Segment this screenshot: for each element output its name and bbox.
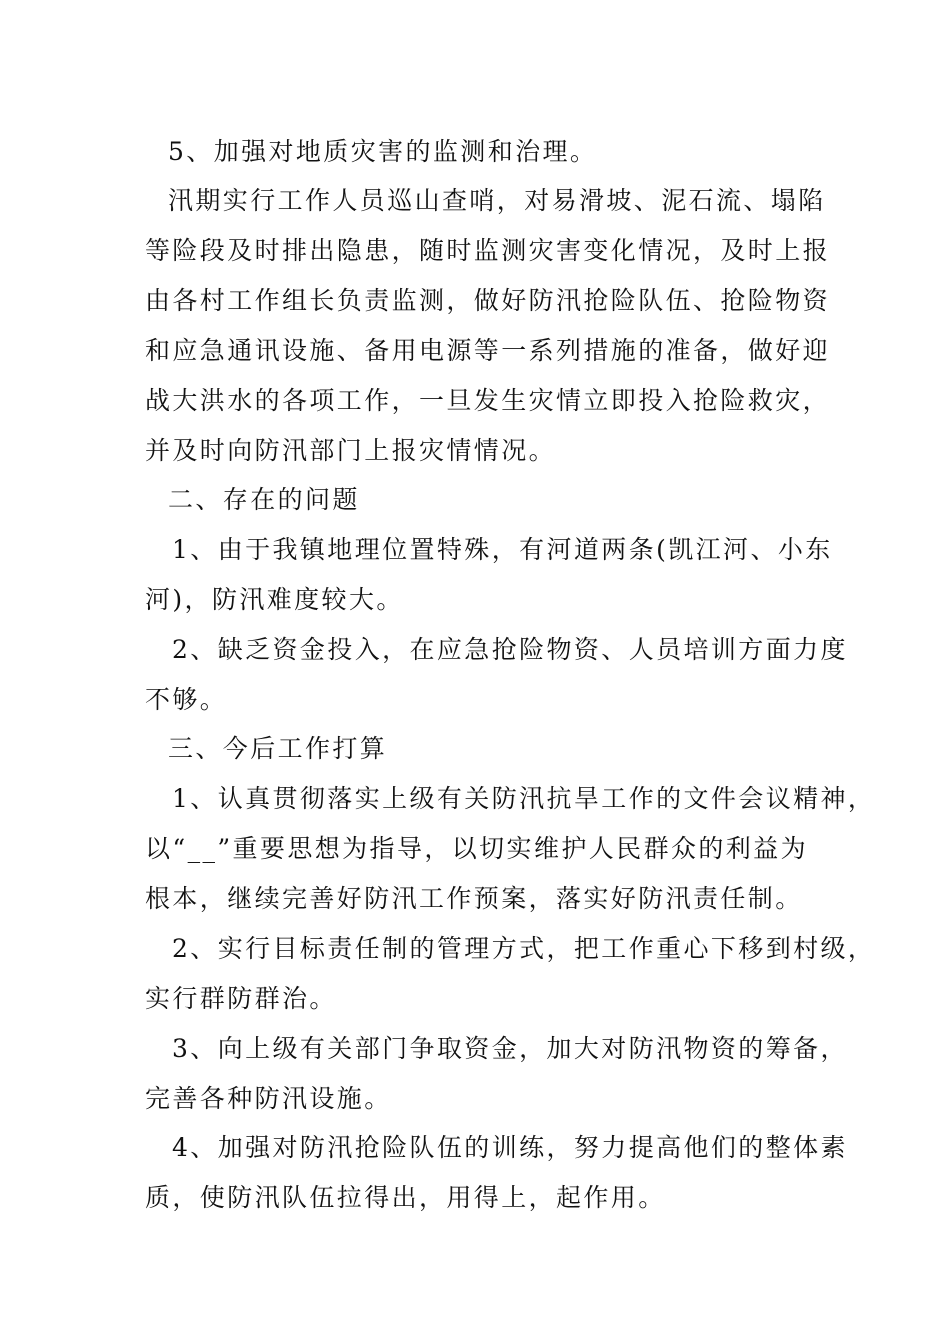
paragraph-line: 并及时向防汛部门上报灾情情况。 (145, 436, 557, 465)
paragraph-line: 不够。 (145, 685, 228, 714)
paragraph-line: 等险段及时排出隐患，随时监测灾害变化情况，及时上报 (145, 236, 831, 265)
section-heading-problems: 二、存在的问题 (168, 485, 360, 514)
paragraph-line: 以“__”重要思想为指导，以切实维护人民群众的利益为 (145, 834, 808, 863)
paragraph-line: 河)，防汛难度较大。 (145, 585, 404, 614)
paragraph-line: 和应急通讯设施、备用电源等一系列措施的准备，做好迎 (145, 336, 831, 365)
paragraph-line: 由各村工作组长负责监测，做好防汛抢险队伍、抢险物资 (145, 286, 831, 315)
paragraph-line: 3、向上级有关部门争取资金，加大对防汛物资的筹备， (172, 1034, 848, 1063)
paragraph-line: 实行群防群治。 (145, 984, 337, 1013)
paragraph-line: 2、缺乏资金投入，在应急抢险物资、人员培训方面力度 (172, 635, 848, 664)
paragraph-line: 根本，继续完善好防汛工作预案，落实好防汛责任制。 (145, 884, 803, 913)
paragraph-line: 1、认真贯彻落实上级有关防汛抗旱工作的文件会议精神， (172, 784, 876, 813)
paragraph-line: 完善各种防汛设施。 (145, 1084, 392, 1113)
section-heading-plans: 三、今后工作打算 (168, 734, 388, 763)
paragraph-line: 2、实行目标责任制的管理方式，把工作重心下移到村级， (172, 934, 876, 963)
paragraph-line: 质，使防汛队伍拉得出，用得上，起作用。 (145, 1183, 666, 1212)
paragraph-line: 4、加强对防汛抢险队伍的训练，努力提高他们的整体素 (172, 1133, 848, 1162)
item-5-heading: 5、加强对地质灾害的监测和治理。 (168, 137, 598, 166)
paragraph-line: 战大洪水的各项工作，一旦发生灾情立即投入抢险救灾， (145, 386, 831, 415)
paragraph-line: 汛期实行工作人员巡山查哨，对易滑坡、泥石流、塌陷 (168, 186, 826, 215)
paragraph-line: 1、由于我镇地理位置特殊，有河道两条(凯江河、小东 (172, 535, 833, 564)
